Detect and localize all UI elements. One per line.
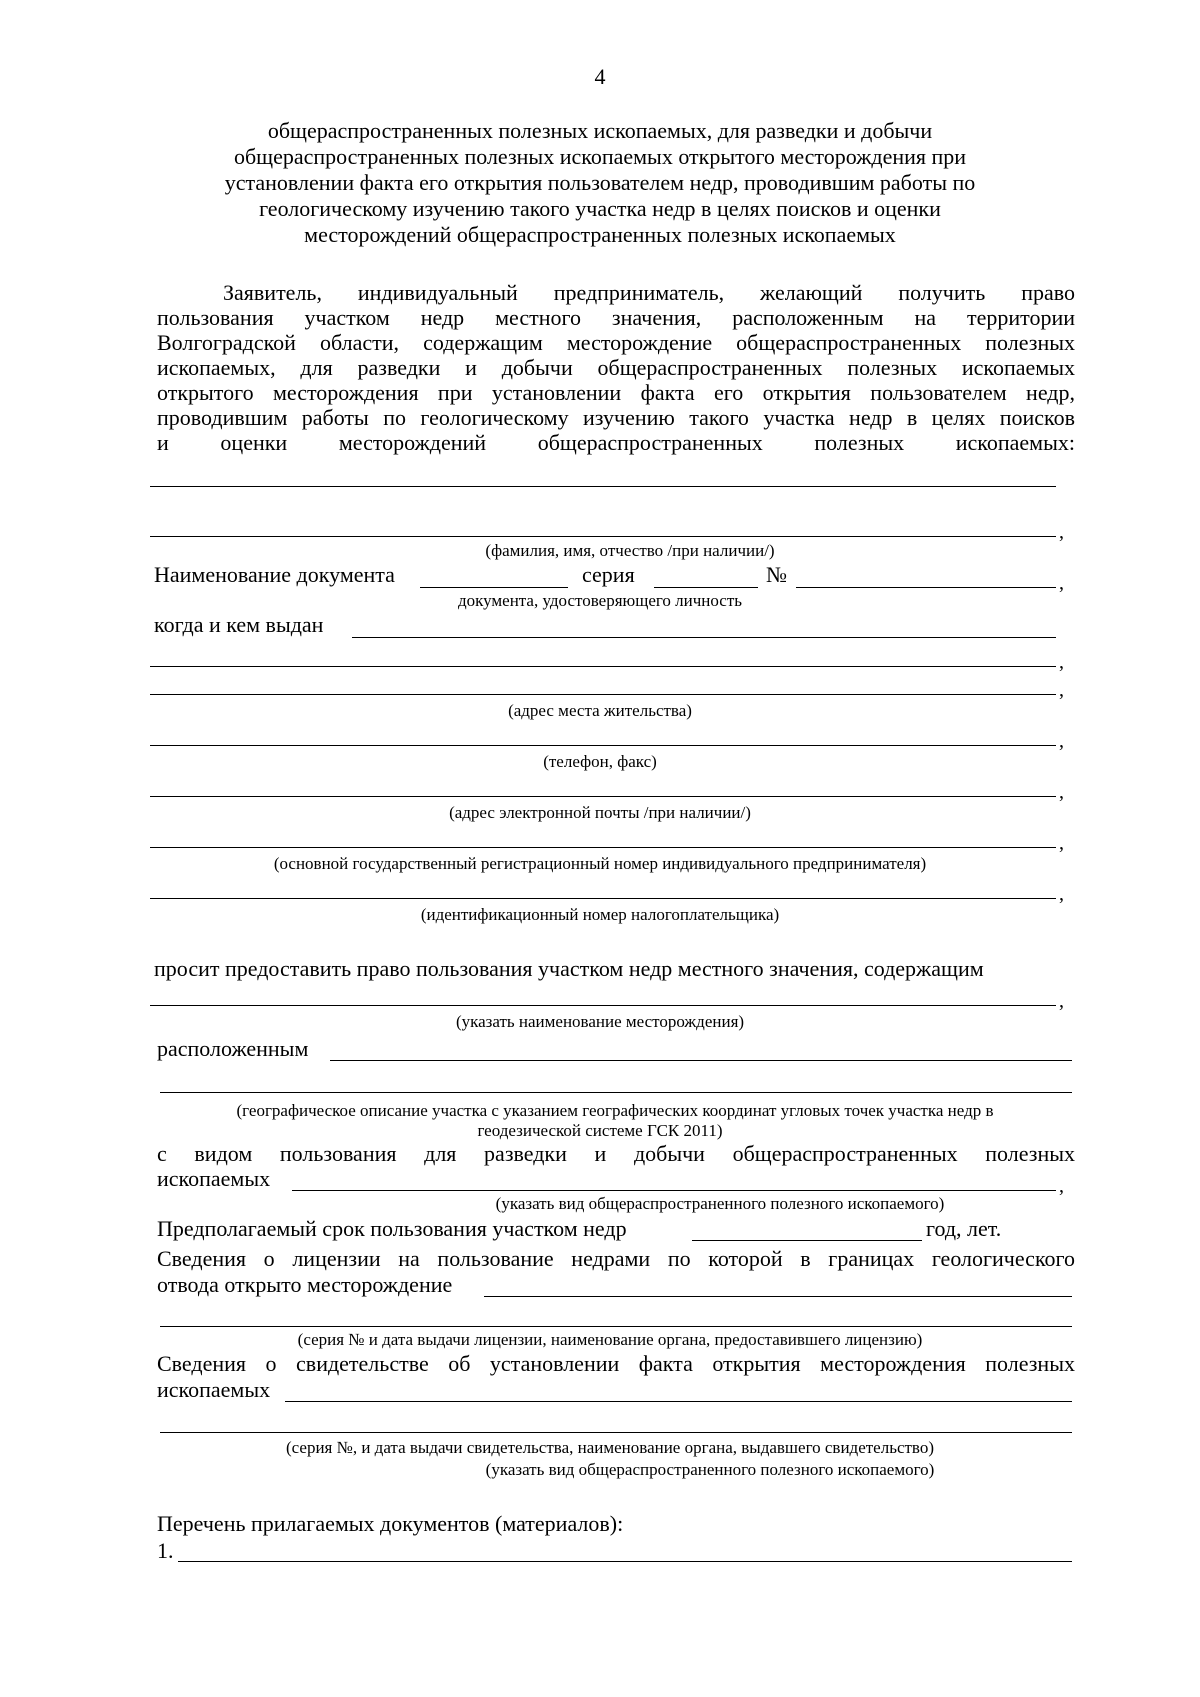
cert-caption-line: (серия №, и дата выдачи свидетельства, наименование органа, выдавшего свидетельство): [285, 1438, 934, 1457]
phone-caption: (телефон, факс): [543, 752, 657, 771]
located-field[interactable]: [330, 1060, 1072, 1061]
cert-caption-line: (указать вид общераспространенного полезного ископаемого): [485, 1460, 935, 1479]
comma-mark: ,: [1059, 1175, 1064, 1197]
cert-label: ископаемых: [157, 1377, 271, 1402]
doc-number-field[interactable]: [796, 587, 1056, 588]
ogrnip-field[interactable]: [150, 847, 1056, 848]
license-label: отвода открыто месторождение: [157, 1272, 453, 1297]
cert-field[interactable]: [285, 1401, 1072, 1402]
doc-number-label: №: [766, 562, 787, 587]
doc-name-field[interactable]: [420, 587, 568, 588]
doc-label: Наименование документа: [154, 562, 395, 587]
attachment-item-number: 1.: [157, 1538, 174, 1563]
comma-mark: ,: [1059, 679, 1064, 701]
applicant-name-field-2[interactable]: [150, 536, 1056, 537]
comma-mark: ,: [1059, 990, 1064, 1012]
email-field[interactable]: [150, 796, 1056, 797]
paragraph-line: открытого месторождения при установлении факта его открытия пользователем недр,: [157, 380, 1075, 405]
doc-series-label: серия: [582, 562, 635, 587]
comma-mark: ,: [1059, 832, 1064, 854]
comma-mark: ,: [1059, 572, 1064, 594]
located-label: расположенным: [157, 1036, 309, 1061]
heading-line: общераспространенных полезных ископаемых, для разведки и добычи: [267, 118, 933, 143]
comma-mark: ,: [1059, 521, 1064, 543]
heading-line: геологическому изучению такого участка недр в целях поисков и оценки: [259, 196, 941, 221]
page-number: 4: [594, 64, 606, 89]
attachment-item-field[interactable]: [178, 1561, 1072, 1562]
geo-caption-line: (географическое описание участка с указанием географических координат угловых точек участка недр в: [236, 1101, 994, 1120]
doc-series-field[interactable]: [654, 587, 758, 588]
comma-mark: ,: [1059, 781, 1064, 803]
comma-mark: ,: [1059, 883, 1064, 905]
paragraph-line: Заявитель, индивидуальный предприниматель, желающий получить право: [223, 280, 1075, 305]
geo-caption-line: геодезической системе ГСК 2011): [477, 1121, 723, 1140]
term-field[interactable]: [692, 1240, 922, 1241]
license-caption: (серия № и дата выдачи лицензии, наименование органа, предоставившего лицензию): [297, 1330, 923, 1349]
fio-caption: (фамилия, имя, отчество /при наличии/): [485, 541, 775, 560]
cert-line: Сведения о свидетельстве об установлении факта открытия месторождения полезных: [157, 1351, 1075, 1376]
deposit-caption: (указать наименование месторождения): [455, 1012, 745, 1031]
heading-line: общераспространенных полезных ископаемых открытого месторождения при: [233, 144, 967, 169]
deposit-field[interactable]: [150, 1005, 1056, 1006]
license-line: Сведения о лицензии на пользование недрами по которой в границах геологического: [157, 1246, 1075, 1271]
address-field[interactable]: [150, 694, 1056, 695]
license-field-2[interactable]: [160, 1326, 1072, 1327]
request-text: просит предоставить право пользования участком недр местного значения, содержащим: [154, 956, 984, 981]
attachments-title: Перечень прилагаемых документов (материалов):: [157, 1511, 624, 1536]
paragraph-line: ископаемых, для разведки и добычи общераспространенных полезных ископаемых: [157, 355, 1075, 380]
license-field[interactable]: [484, 1296, 1072, 1297]
inn-field[interactable]: [150, 898, 1056, 899]
located-field-2[interactable]: [160, 1092, 1072, 1093]
term-label: Предполагаемый срок пользования участком недр: [157, 1216, 627, 1241]
heading-line: месторождений общераспространенных полезных ископаемых: [304, 222, 896, 247]
inn-caption: (идентификационный номер налогоплательщика): [420, 905, 780, 924]
term-suffix: год, лет.: [926, 1216, 1002, 1241]
issued-field-2[interactable]: [150, 666, 1056, 667]
usage-label: ископаемых: [157, 1166, 271, 1191]
heading-line: установлении факта его открытия пользователем недр, проводившим работы по: [224, 170, 976, 195]
paragraph-line: проводившим работы по геологическому изучению такого участка недр в целях поисков: [157, 405, 1075, 430]
email-caption: (адрес электронной почты /при наличии/): [449, 803, 751, 822]
applicant-name-field[interactable]: [150, 486, 1056, 487]
ogrnip-caption: (основной государственный регистрационный номер индивидуального предпринимателя): [273, 854, 927, 873]
comma-mark: ,: [1059, 730, 1064, 752]
doc-caption: документа, удостоверяющего личность: [457, 591, 743, 610]
paragraph-line: Волгоградской области, содержащим месторождение общераспространенных полезных: [157, 330, 1075, 355]
usage-line: с видом пользования для разведки и добычи общераспространенных полезных: [157, 1141, 1075, 1166]
phone-field[interactable]: [150, 745, 1056, 746]
mineral-field[interactable]: [292, 1190, 1056, 1191]
paragraph-line: пользования участком недр местного значения, расположенным на территории: [157, 305, 1075, 330]
paragraph-line: и оценки месторождений общераспространенных полезных ископаемых:: [157, 430, 1075, 455]
address-caption: (адрес места жительства): [508, 701, 692, 720]
comma-mark: ,: [1059, 651, 1064, 673]
issued-label: когда и кем выдан: [154, 612, 324, 637]
cert-field-2[interactable]: [160, 1432, 1072, 1433]
mineral-caption: (указать вид общераспространенного полезного ископаемого): [495, 1194, 945, 1213]
issued-field[interactable]: [352, 637, 1056, 638]
